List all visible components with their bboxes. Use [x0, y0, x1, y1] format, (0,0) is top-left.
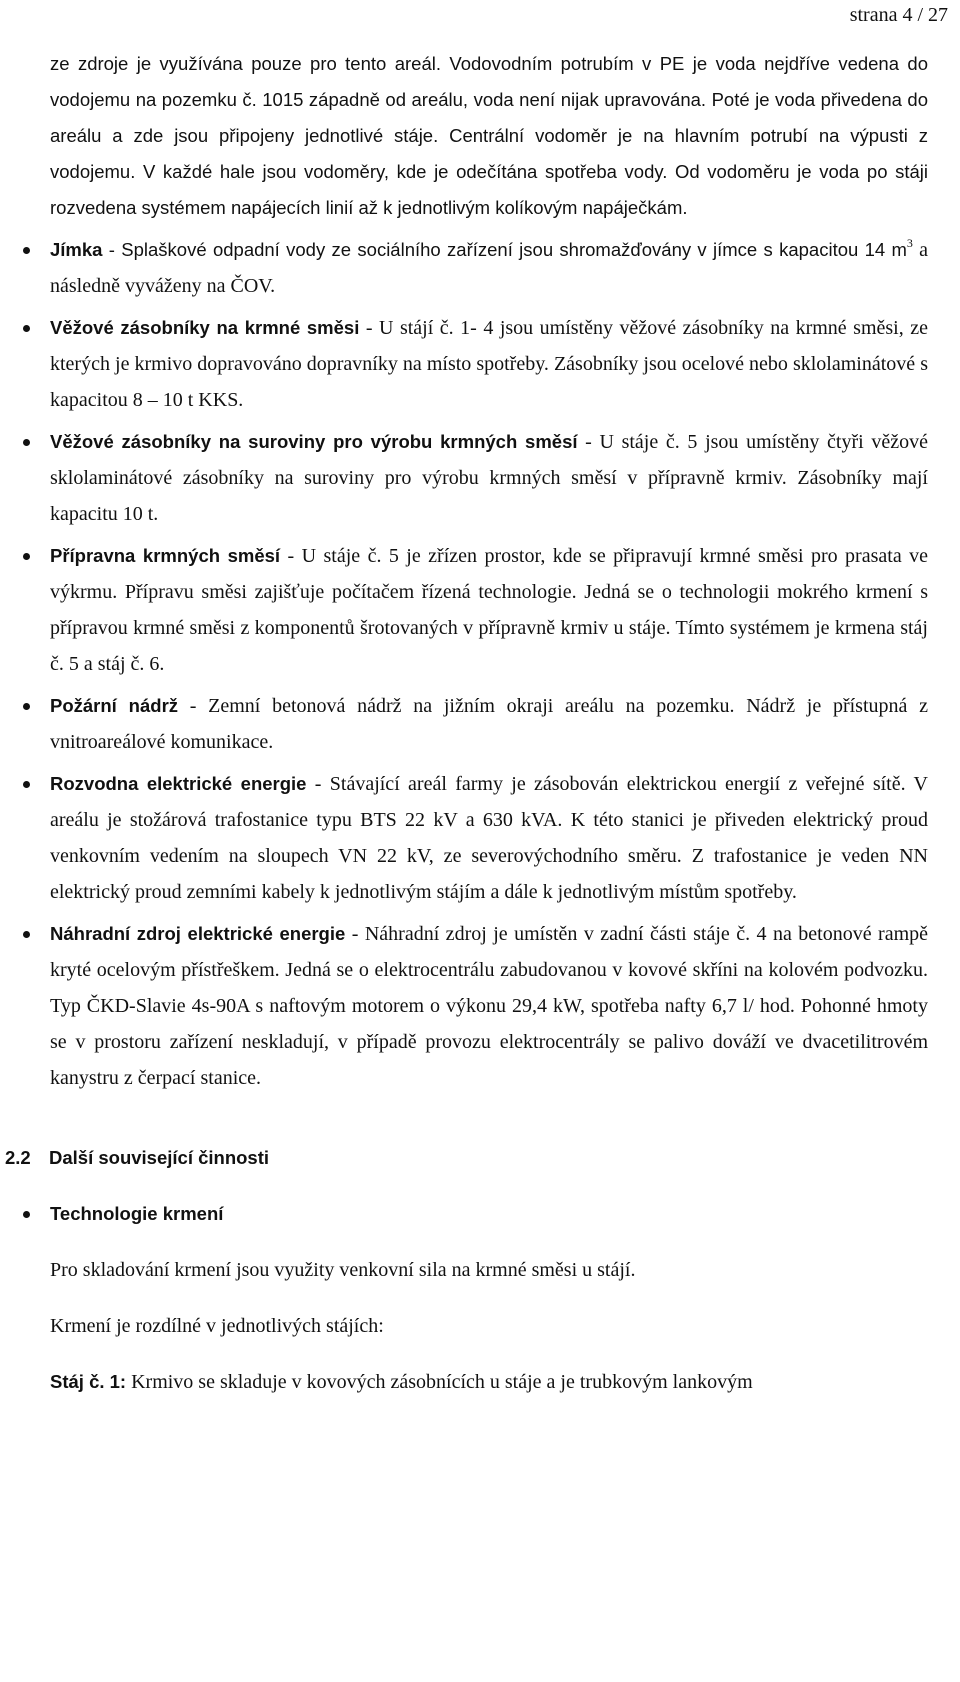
item-text-end: a následně vyváženy na ČOV.: [50, 239, 928, 297]
section-heading: [5, 1140, 928, 1176]
staj-1-paragraph: [50, 1364, 928, 1400]
item-title: Jímka: [50, 239, 103, 260]
list-item-vezove-krmne: [50, 310, 928, 418]
item-title: Rozvodna elektrické energie: [50, 773, 307, 794]
section-paragraph-1: Pro skladování krmení jsou využity venkovní sila na krmné směsi u stájí.: [50, 1259, 636, 1281]
item-title: Technologie krmení: [50, 1203, 224, 1224]
item-text: - U stáje č. 5 jsou umístěny čtyři věžové sklolaminátové zásobníky na suroviny pro výrobu krmných směsí v přípravně krmiv. Zásobníky mají kapacitu 10 t.: [50, 431, 928, 525]
item-title: Věžové zásobníky na suroviny pro výrobu krmných směsí: [50, 431, 578, 452]
item-text: - U stáje č. 5 je zřízen prostor, kde se připravují krmné směsi pro prasata ve výkrmu. Přípravu směsi zajišťuje počítačem řízená technologie. Jedná se o technologii mokrého krmení s přípravou krmné směsi z komponentů šrotovaných v přípravně krmiv u stáje. Tímto systémem je krmena stáj č. 5 a stáj č. 6.: [50, 545, 929, 675]
document-body: [5, 46, 929, 1400]
section-number: 2.2: [5, 1147, 31, 1168]
item-text: - Náhradní zdroj je umístěn v zadní části stáje č. 4 na betonové rampě kryté ocelovým přístřeškem. Jedná se o elektrocentrálu zabudovanou v kovové skříni na kolovém podvozku. Typ ČKD-Slavie 4s-90A s naftovým motorem o výkonu 29,4 kW, spotřeba nafty 6,7 l/ hod. Pohonné hmoty se v prostoru zařízení neskladují, v případě provozu elektrocentrály se palivo dováží ve dvacetilitrovém kanystru z čerpací stanice.: [50, 923, 929, 1089]
list-item-vezove-suroviny: [50, 424, 928, 532]
item-text: - U stájí č. 1- 4 jsou umístěny věžové zásobníky na krmné směsi, ze kterých je krmivo dopravováno dopravníky na místo spotřeby. Zásobníky jsou ocelové nebo sklolaminátové s kapacitou 8 – 10 t KKS.: [50, 317, 928, 411]
list-item-technologie: [50, 1196, 928, 1232]
section-title: Další související činnosti: [49, 1147, 270, 1168]
item-title: Přípravna krmných směsí: [50, 545, 281, 566]
item-title: Věžové zásobníky na krmné směsi: [50, 317, 360, 338]
list-item-pripravna: [50, 538, 928, 682]
list-item-nahradni: [50, 916, 928, 1096]
list-item-jimka: [50, 232, 928, 304]
superscript: 3: [906, 236, 913, 250]
item-title: Náhradní zdroj elektrické energie: [50, 923, 346, 944]
item-text: - Stávající areál farmy je zásobován elektrickou energií z veřejné sítě. V areálu je stožárová trafostanice typu BTS 22 kV a 630 kVA. K této stanici je přiveden elektrický proud venkovním vedením na sloupech VN 22 kV, ze severovýchodního směru. Z trafostanice je veden NN elektrický proud zemními kabely k jednotlivým stájím a dále k jednotlivým místům spotřeby.: [50, 773, 929, 903]
item-text: - Splaškové odpadní vody ze sociálního zařízení jsou shromažďovány v jímce s kapacitou 14 m: [102, 239, 907, 260]
intro-text-b: Od vodoměru je voda po stáji rozvedena systémem napájecích linií až k jednotlivým kolíkovým napáječkám.: [50, 161, 928, 218]
item-title: Požární nádrž: [50, 695, 179, 716]
intro-paragraph: [50, 46, 928, 226]
staj-1-label: Stáj č. 1:: [50, 1371, 127, 1392]
staj-1-text: Krmivo se skladuje v kovových zásobnících u stáje a je trubkovým lankovým: [126, 1371, 753, 1393]
list-item-pozarni: [50, 688, 928, 760]
list-item-rozvodna: [50, 766, 928, 910]
section-paragraph-2: Krmení je rozdílné v jednotlivých stájích:: [50, 1315, 384, 1337]
page-number: strana 4 / 27: [849, 4, 948, 26]
intro-text-a: ze zdroje je využívána pouze pro tento areál. Vodovodním potrubím v PE je voda nejdříve vedena do vodojemu na pozemku č. 1015 západně od areálu, voda není nijak upravována. Poté je voda přivedena do areálu a zde jsou připojeny jednotlivé stáje. Centrální vodoměr je na hlavním potrubí na výpusti z vodojemu. V každé hale jsou vodoměry, kde je odečítána spotřeba vody.: [50, 53, 928, 182]
item-text: - Zemní betonová nádrž na jižním okraji areálu na pozemku. Nádrž je přístupná z vnitroareálové komunikace.: [50, 695, 928, 753]
